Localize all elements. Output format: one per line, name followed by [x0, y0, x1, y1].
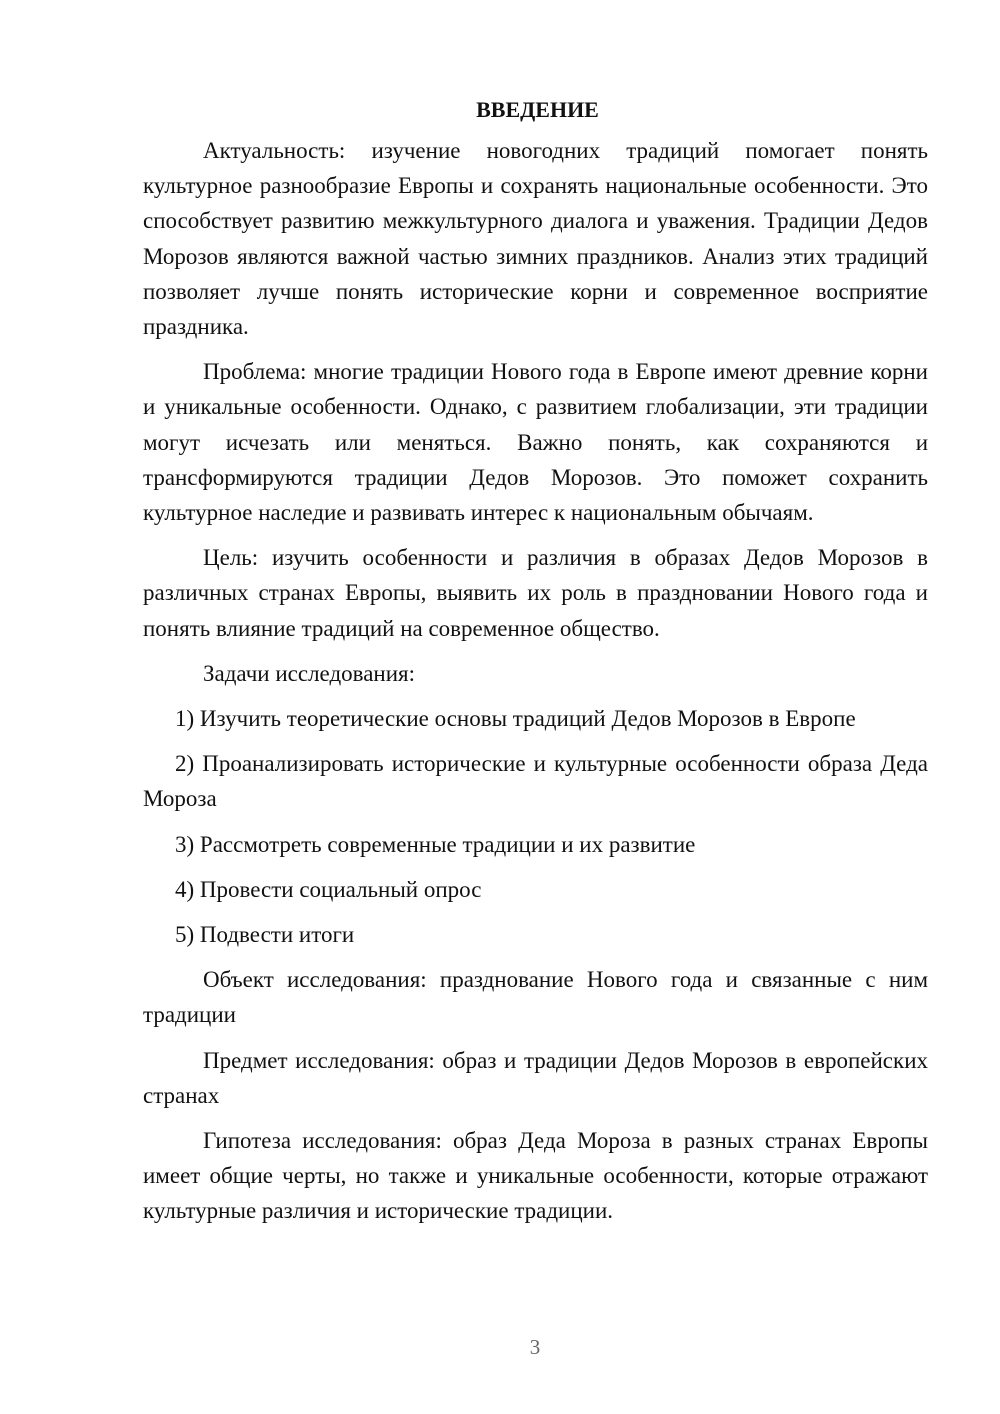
paragraph-goal: Цель: изучить особенности и различия в образах Дедов Морозов в различных странах Европы, выявить их роль в праздновании Нового года и понять влияние традиций на современное общество.	[143, 545, 928, 641]
task-item: 5) Подвести итоги	[175, 922, 355, 948]
paragraph-relevance: Актуальность: изучение новогодних традиций помогает понять культурное разнообразие Европы и сохранять национальные особенности. Это способствует развитию межкультурного диалога и уважения. Традиции Дедов Морозов являются важной частью зимних праздников. Анализ этих традиций позволяет лучше понять исторические корни и современное восприятие праздника.	[143, 138, 928, 340]
task-item: 3) Рассмотреть современные традиции и их развитие	[175, 831, 696, 857]
task-item: 1) Изучить теоретические основы традиций Дедов Морозов в Европе	[175, 706, 856, 732]
section-title: ВВЕДЕНИЕ	[476, 97, 599, 122]
paragraph-subject: Предмет исследования: образ и традиции Дедов Морозов в европейских странах	[143, 1047, 928, 1108]
task-item: 2) Проанализировать исторические и культурные особенности образа Деда Мороза	[143, 751, 928, 812]
paragraph-object: Объект исследования: празднование Нового года и связанные с ним традиции	[143, 967, 928, 1028]
paragraph-problem: Проблема: многие традиции Нового года в Европе имеют древние корни и уникальные особенности. Однако, с развитием глобализации, эти традиции могут исчезать или меняться. Важно понять, как сохраняются и трансформируются традиции Дедов Морозов. Это поможет сохранить культурное наследие и развивать интерес к национальным обычаям.	[143, 359, 928, 526]
task-item: 4) Провести социальный опрос	[175, 876, 482, 902]
document-page	[143, 92, 928, 1239]
tasks-heading: Задачи исследования:	[203, 660, 416, 686]
page-number: 3	[529, 1335, 541, 1359]
paragraph-hypothesis: Гипотеза исследования: образ Деда Мороза в разных странах Европы имеет общие черты, но также и уникальные особенности, которые отражают культурные различия и исторические традиции.	[143, 1128, 928, 1224]
tasks-list	[143, 701, 928, 952]
